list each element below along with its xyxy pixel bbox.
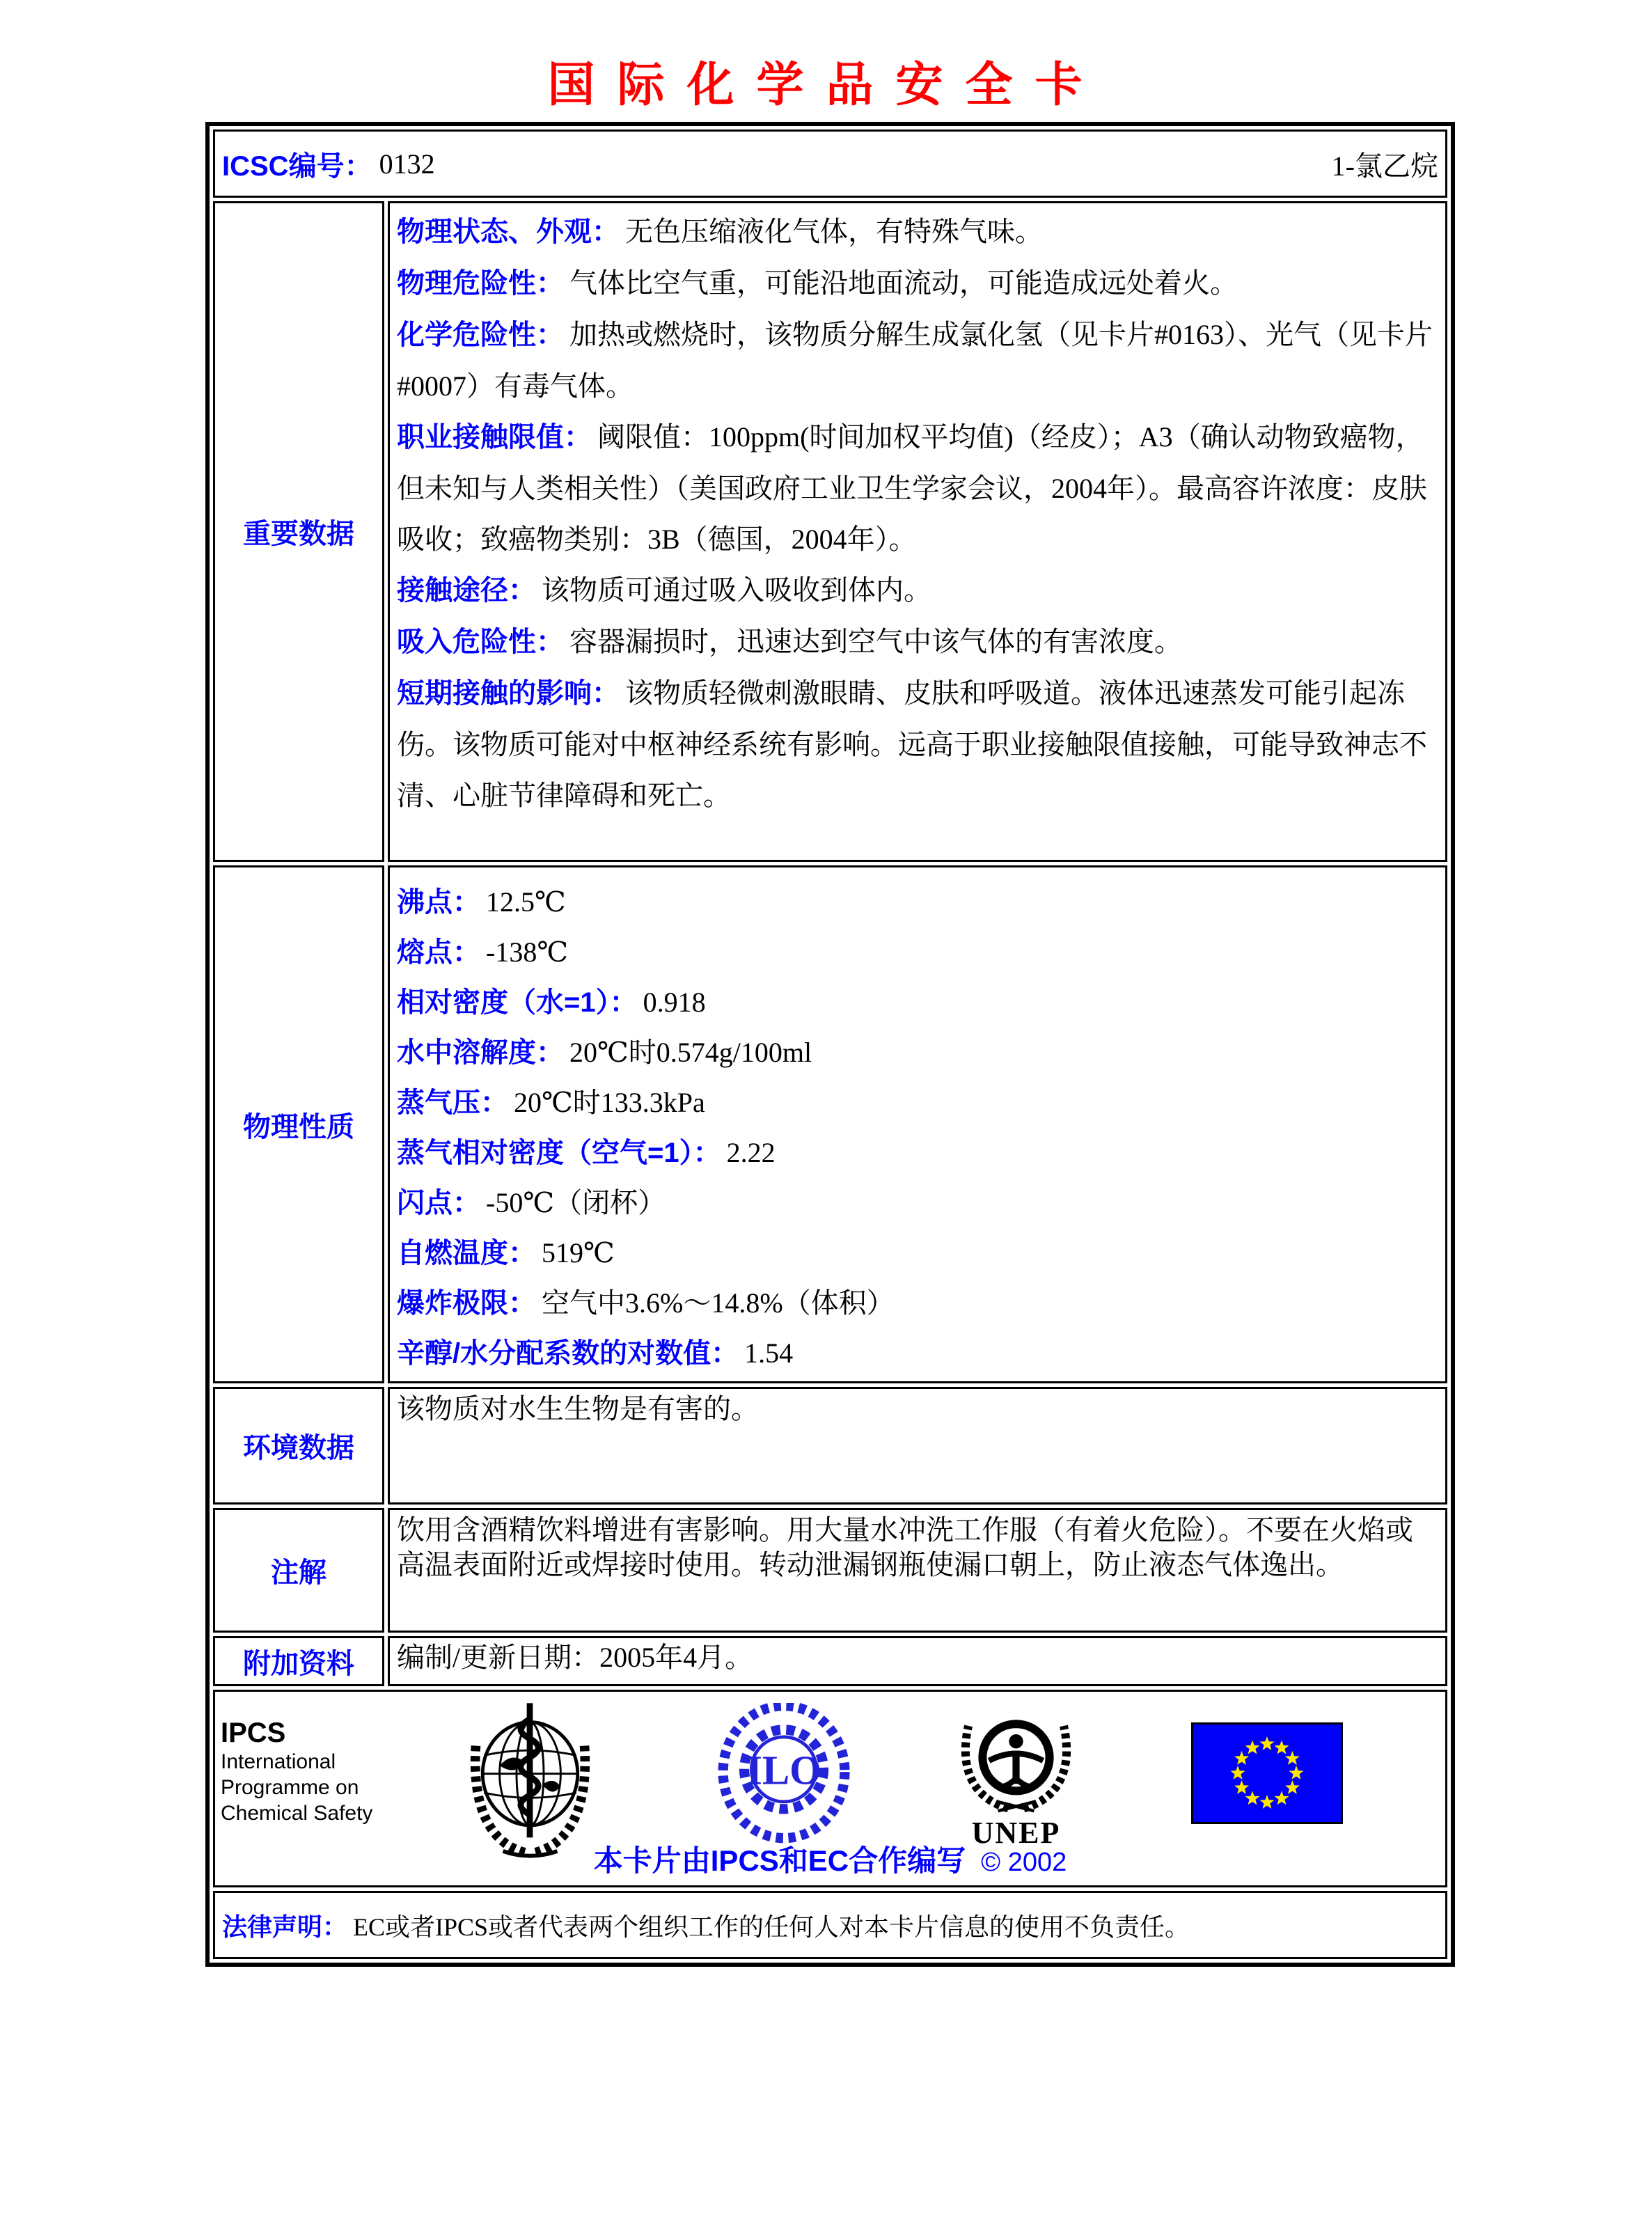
notes-row [213, 1508, 1447, 1633]
ipcs-text-block: IPCS International Programme on Chemical Safety [221, 1718, 373, 1825]
section-label: 注解 [271, 1557, 327, 1588]
environmental-data-content-cell [388, 1387, 1447, 1505]
environmental-data-label-cell [213, 1387, 384, 1505]
icsc-header-cell [213, 129, 1447, 198]
icsc-card-table [205, 122, 1455, 1967]
logos-cell [213, 1690, 1447, 1887]
legal-label: 法律声明： [222, 1912, 348, 1941]
section-label: 物理性质 [243, 1111, 354, 1142]
logos-row [213, 1690, 1447, 1887]
cooperation-caption: 本卡片由IPCS和EC合作编写 © 2002 [593, 1844, 1067, 1877]
ipcs-acronym: IPCS [221, 1718, 286, 1748]
eu-flag-icon [1191, 1722, 1343, 1828]
property-line: 沸点： 12.5℃ [397, 886, 566, 918]
property-line: 相对密度（水=1）： 0.918 [397, 987, 706, 1018]
notes-text: 饮用含酒精饮料增进有害影响。用大量水冲洗工作服（有着火危险）。不要在火焰或高温表面附近或焊接时使用。转动泄漏钢瓶使漏口朝上，防止液态气体逸出。 [397, 1514, 1413, 1580]
physical-properties-content-cell [388, 865, 1447, 1383]
additional-info-label-cell [213, 1636, 384, 1686]
notes-label-cell [213, 1508, 384, 1633]
important-data-label-cell [213, 201, 384, 862]
ilo-monogram: ILO [746, 1747, 822, 1793]
icsc-number-label: ICSC编号： [222, 150, 372, 182]
substance-name: 1-氯乙烷 [1331, 150, 1438, 182]
important-item: 吸入危险性： 容器漏损时，迅速达到空气中该气体的有害浓度。 [397, 626, 1182, 657]
additional-info-text: 编制/更新日期：2005年4月。 [397, 1642, 753, 1673]
additional-info-row [213, 1636, 1447, 1686]
important-data-row [213, 201, 1447, 862]
additional-info-content-cell [388, 1636, 1447, 1686]
important-item: 职业接触限值： 阈限值：100ppm(时间加权平均值)（经皮）；A3（确认动物致癌物，但未知与人类相关性）（美国政府工业卫生学家会议，2004年）。最高容许浓度：皮肤吸收；致癌物类别：3B（德国，2004年）。 [397, 421, 1427, 555]
property-line: 蒸气相对密度（空气=1）： 2.22 [397, 1137, 776, 1168]
environmental-data-row [213, 1387, 1447, 1505]
icsc-header-row [213, 129, 1447, 198]
property-line: 闪点： -50℃（闭杯） [397, 1187, 666, 1218]
property-line: 爆炸极限： 空气中3.6%～14.8%（体积） [397, 1287, 895, 1319]
physical-properties-row [213, 865, 1447, 1383]
page-title: 国际化学品安全卡 [547, 58, 1105, 111]
property-line: 辛醇/水分配系数的对数值： 1.54 [397, 1337, 794, 1369]
unep-logo-icon [952, 1702, 1080, 1848]
important-item: 接触途径： 该物质可通过吸入吸收到体内。 [397, 574, 931, 606]
important-item: 物理状态、外观： 无色压缩液化气体，有特殊气味。 [397, 216, 1043, 247]
legal-cell [213, 1891, 1447, 1959]
legal-text: EC或者IPCS或者代表两个组织工作的任何人对本卡片信息的使用不负责任。 [353, 1912, 1190, 1941]
section-label: 环境数据 [243, 1433, 354, 1463]
important-item: 物理危险性： 气体比空气重，可能沿地面流动，可能造成远处着火。 [397, 267, 1238, 299]
important-data-content-cell [388, 201, 1447, 862]
unep-wordmark: UNEP [971, 1816, 1061, 1850]
property-line: 熔点： -138℃ [397, 936, 569, 968]
ilo-logo-icon [718, 1703, 850, 1849]
property-line: 自燃温度： 519℃ [397, 1237, 615, 1268]
icsc-number-value: 0132 [379, 148, 435, 180]
physical-properties-label-cell [213, 865, 384, 1383]
important-item: 短期接触的影响： 该物质轻微刺激眼睛、皮肤和呼吸道。液体迅速蒸发可能引起冻伤。该物质可能对中枢神经系统有影响。远高于职业接触限值接触，可能导致神志不清、心脏节律障碍和死亡。 [397, 677, 1427, 811]
property-line: 蒸气压： 20℃时133.3kPa [397, 1087, 705, 1118]
important-item: 化学危险性： 加热或燃烧时，该物质分解生成氯化氢（见卡片#0163）、光气（见卡片#0007）有毒气体。 [397, 319, 1433, 402]
notes-content-cell [388, 1508, 1447, 1633]
environmental-data-text: 该物质对水生生物是有害的。 [397, 1393, 759, 1424]
section-label: 附加资料 [243, 1648, 354, 1679]
section-label: 重要数据 [243, 519, 354, 549]
legal-row [213, 1891, 1447, 1959]
property-line: 水中溶解度： 20℃时0.574g/100ml [397, 1037, 812, 1068]
